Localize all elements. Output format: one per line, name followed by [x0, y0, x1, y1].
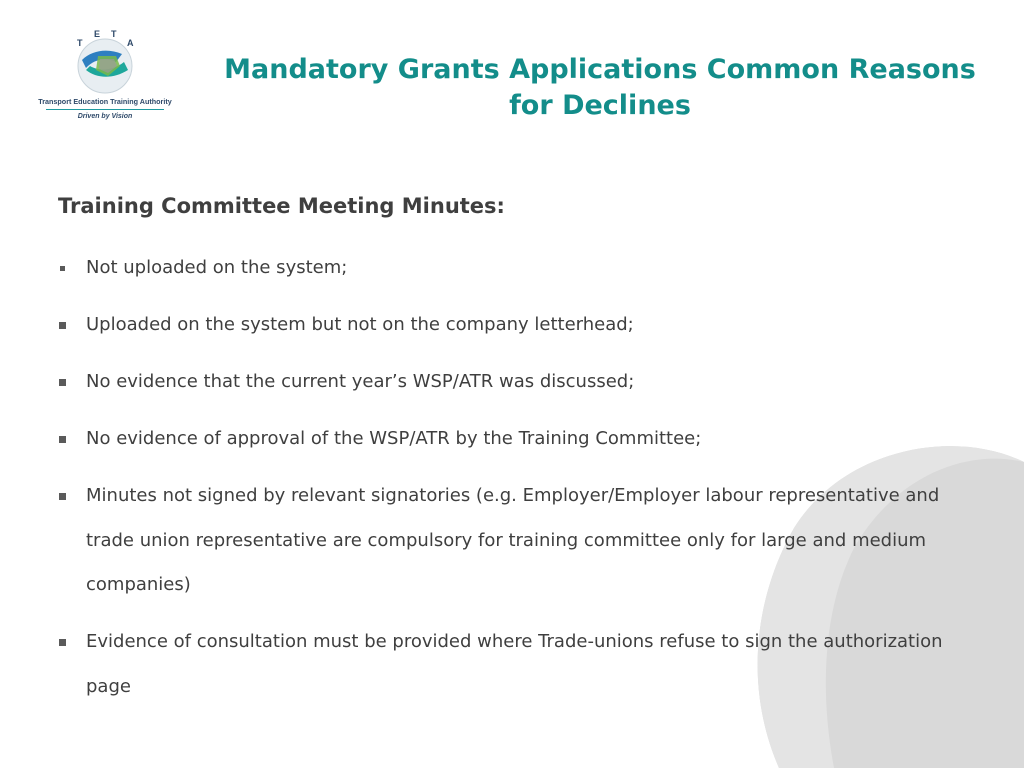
list-item — [56, 620, 976, 709]
logo-letter-2: E — [94, 29, 101, 39]
list-item — [56, 474, 976, 608]
list-item-text: Not uploaded on the system; — [86, 257, 348, 278]
logo-letter-4: A — [127, 38, 134, 48]
logo-letter-3: T — [111, 29, 117, 39]
list-item — [56, 360, 976, 405]
teta-logo — [38, 26, 172, 120]
list-item — [56, 303, 976, 348]
square-bullet-icon — [60, 266, 65, 271]
section-heading: Training Committee Meeting Minutes: — [58, 194, 505, 218]
square-bullet-icon — [59, 436, 66, 443]
list-item-text: Minutes not signed by relevant signatories (e.g. Employer/Employer labour representative and trade union representative are compulsory for training committee only for large and medium companies) — [86, 485, 940, 595]
square-bullet-icon — [59, 379, 66, 386]
list-item-text: Uploaded on the system but not on the company letterhead; — [86, 314, 634, 335]
logo-organisation-name: Transport Education Training Authority — [38, 97, 172, 106]
list-item — [56, 417, 976, 462]
logo-tagline: Driven by Vision — [77, 113, 133, 120]
square-bullet-icon — [59, 493, 66, 500]
globe-logo-icon — [38, 26, 172, 94]
list-item-text: No evidence that the current year’s WSP/ATR was discussed; — [86, 371, 635, 392]
list-item — [56, 246, 976, 291]
list-item-text: Evidence of consultation must be provided where Trade-unions refuse to sign the authorization page — [86, 631, 943, 697]
logo-divider — [46, 109, 164, 110]
page-title: Mandatory Grants Applications Common Reasons for Declines — [224, 54, 976, 121]
square-bullet-icon — [59, 322, 66, 329]
logo-letter-1: T — [77, 38, 83, 48]
square-bullet-icon — [59, 639, 66, 646]
reasons-list — [56, 246, 976, 722]
list-item-text: No evidence of approval of the WSP/ATR by the Training Committee; — [86, 428, 702, 449]
